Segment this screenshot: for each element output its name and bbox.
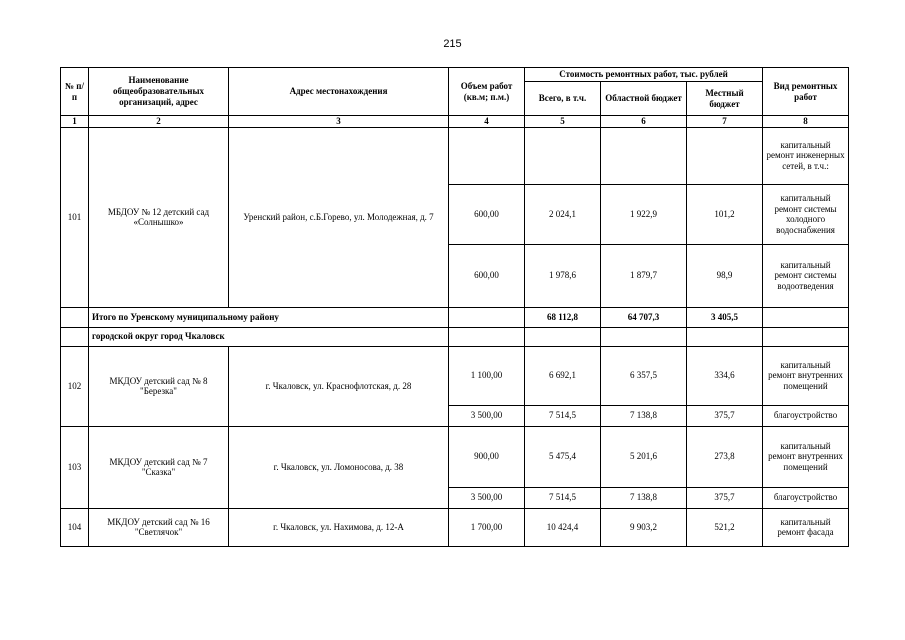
regional-cell: 5 201,6 [601, 426, 687, 487]
local-cell: 334,6 [687, 346, 763, 405]
local-cell: 521,2 [687, 508, 763, 546]
volume-cell: 1 100,00 [449, 346, 525, 405]
table-row [61, 346, 849, 405]
row-num [61, 327, 89, 346]
volume-cell [449, 327, 525, 346]
regional-cell: 7 138,8 [601, 405, 687, 426]
local-cell: 375,7 [687, 405, 763, 426]
local-cell: 273,8 [687, 426, 763, 487]
work-type-cell: благоустройство [763, 487, 849, 508]
work-type-cell [763, 327, 849, 346]
col-number: 4 [449, 116, 525, 128]
volume-cell: 1 700,00 [449, 508, 525, 546]
regional-cell: 1 879,7 [601, 244, 687, 307]
local-cell: 98,9 [687, 244, 763, 307]
volume-cell: 600,00 [449, 244, 525, 307]
regional-cell: 7 138,8 [601, 487, 687, 508]
org-address: г. Чкаловск, ул. Нахимова, д. 12-А [229, 508, 449, 546]
col-number: 2 [89, 116, 229, 128]
col-number: 6 [601, 116, 687, 128]
col-number: 8 [763, 116, 849, 128]
row-num [61, 307, 89, 327]
header-name: Наименование общеобразовательных организаций, адрес [89, 68, 229, 116]
work-type-cell [763, 307, 849, 327]
volume-cell: 3 500,00 [449, 405, 525, 426]
row-num: 102 [61, 346, 89, 426]
local-cell [687, 127, 763, 184]
regional-cell: 6 357,5 [601, 346, 687, 405]
work-type-cell: капитальный ремонт фасада [763, 508, 849, 546]
total-cell [525, 127, 601, 184]
local-cell [687, 327, 763, 346]
total-cell: 5 475,4 [525, 426, 601, 487]
page-number: 215 [443, 38, 462, 50]
work-type-cell: капитальный ремонт внутренних помещений [763, 426, 849, 487]
header-cost-group: Стоимость ремонтных работ, тыс. рублей [525, 68, 763, 82]
row-num: 104 [61, 508, 89, 546]
table-row [61, 127, 849, 184]
work-type-cell: капитальный ремонт системы водоотведения [763, 244, 849, 307]
section-label: городской округ город Чкаловск [89, 327, 449, 346]
table-row [61, 426, 849, 487]
org-name: МКДОУ детский сад № 7 "Сказка" [89, 426, 229, 508]
volume-cell: 600,00 [449, 184, 525, 244]
header-regional: Областной бюджет [601, 82, 687, 116]
volume-cell [449, 127, 525, 184]
org-name: МКДОУ детский сад № 8 "Березка" [89, 346, 229, 426]
regional-cell: 1 922,9 [601, 184, 687, 244]
total-cell: 10 424,4 [525, 508, 601, 546]
row-num: 103 [61, 426, 89, 508]
work-type-cell: капитальный ремонт инженерных сетей, в т.ч.: [763, 127, 849, 184]
total-cell [525, 327, 601, 346]
total-cell: 7 514,5 [525, 487, 601, 508]
volume-cell: 900,00 [449, 426, 525, 487]
volume-cell: 3 500,00 [449, 487, 525, 508]
work-type-cell: капитальный ремонт внутренних помещений [763, 346, 849, 405]
org-address: Уренский район, с.Б.Горево, ул. Молодежная, д. 7 [229, 127, 449, 307]
district-total-label: Итого по Уренскому муниципальному району [89, 307, 449, 327]
org-name: МКДОУ детский сад № 16 "Светлячок" [89, 508, 229, 546]
local-cell: 375,7 [687, 487, 763, 508]
col-number: 7 [687, 116, 763, 128]
table-row [61, 508, 849, 546]
work-type-cell: благоустройство [763, 405, 849, 426]
total-cell: 68 112,8 [525, 307, 601, 327]
total-cell: 7 514,5 [525, 405, 601, 426]
total-cell: 1 978,6 [525, 244, 601, 307]
header-address: Адрес местонахождения [229, 68, 449, 116]
org-address: г. Чкаловск, ул. Краснофлотская, д. 28 [229, 346, 449, 426]
org-address: г. Чкаловск, ул. Ломоносова, д. 38 [229, 426, 449, 508]
col-number: 3 [229, 116, 449, 128]
volume-cell [449, 307, 525, 327]
total-cell: 6 692,1 [525, 346, 601, 405]
org-name: МБДОУ № 12 детский сад «Солнышко» [89, 127, 229, 307]
district-total-row [61, 307, 849, 327]
section-row [61, 327, 849, 346]
regional-cell: 64 707,3 [601, 307, 687, 327]
work-type-cell: капитальный ремонт системы холодного водоснабжения [763, 184, 849, 244]
regional-cell [601, 127, 687, 184]
header-local: Местный бюджет [687, 82, 763, 116]
header-total: Всего, в т.ч. [525, 82, 601, 116]
header-volume: Объем работ (кв.м; п.м.) [449, 68, 525, 116]
local-cell: 101,2 [687, 184, 763, 244]
col-number: 1 [61, 116, 89, 128]
header-work-type: Вид ремонтных работ [763, 68, 849, 116]
col-number: 5 [525, 116, 601, 128]
repair-works-table [60, 67, 849, 547]
regional-cell: 9 903,2 [601, 508, 687, 546]
total-cell: 2 024,1 [525, 184, 601, 244]
header-num: № п/п [61, 68, 89, 116]
local-cell: 3 405,5 [687, 307, 763, 327]
row-num: 101 [61, 127, 89, 307]
column-numbers-row [61, 116, 849, 128]
regional-cell [601, 327, 687, 346]
